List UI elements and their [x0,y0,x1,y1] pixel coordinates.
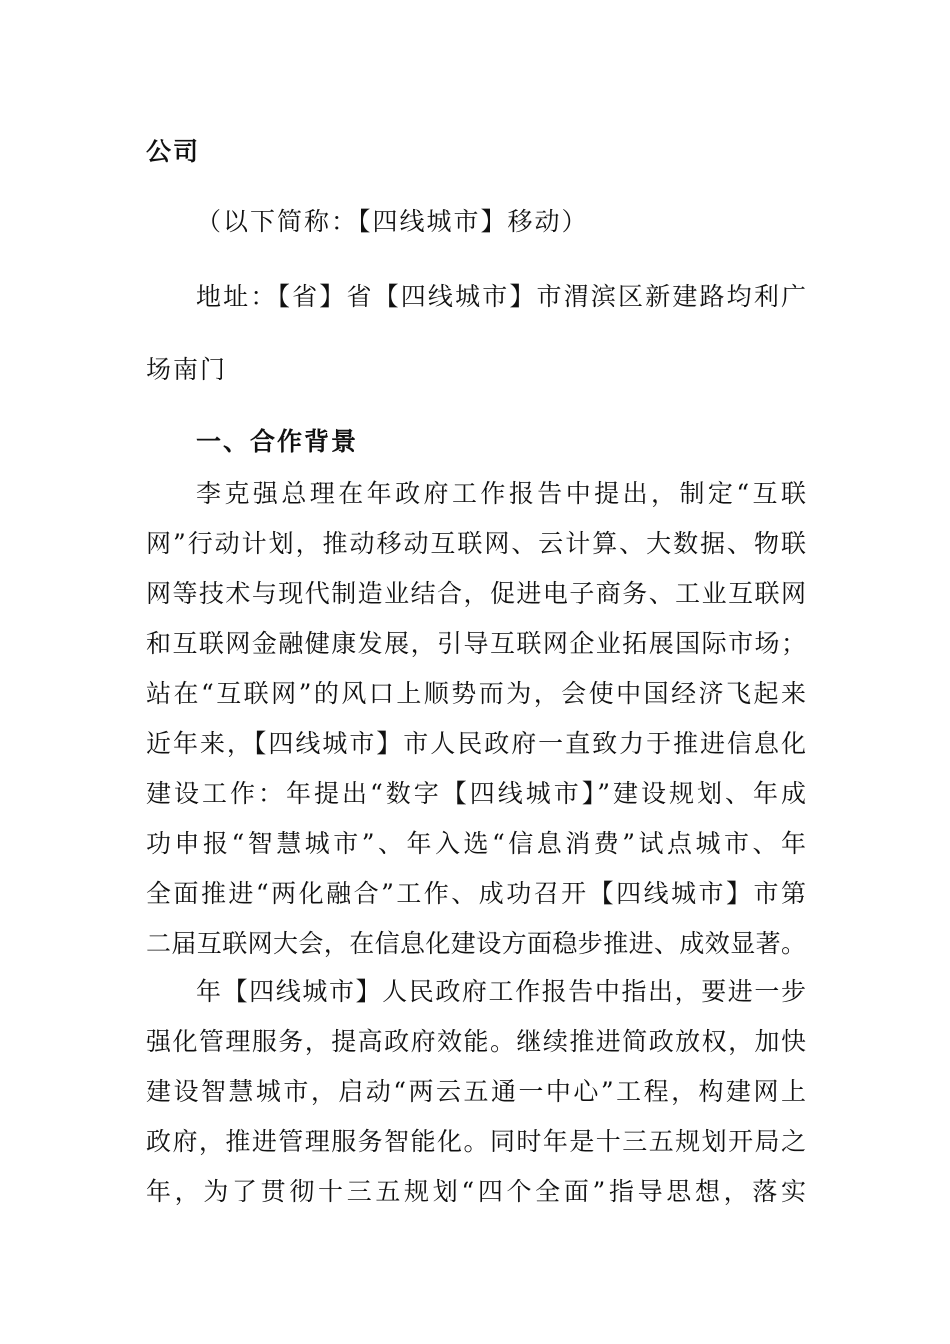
paragraph-line: 李克强总理在年政府工作报告中提出，制定“互联 [196,479,806,508]
paragraph-line: 全面推进“两化融合”工作、成功召开【四线城市】市第 [146,879,806,908]
paragraph-line: 强化管理服务，提高政府效能。继续推进简政放权，加快 [146,1027,806,1056]
header-fragment: 公司 [146,137,201,166]
paragraph-line: 站在“互联网”的风口上顺势而为，会使中国经济飞起来 [146,679,806,708]
address-line-2: 场南门 [146,355,228,384]
paragraph-line: 年，为了贯彻十三五规划“四个全面”指导思想，落实 [146,1177,806,1206]
paragraph-line: 年【四线城市】人民政府工作报告中指出，要进一步 [196,977,806,1006]
paragraph-line: 功申报“智慧城市”、年入选“信息消费”试点城市、年 [146,829,806,858]
paragraph-line: 二届互联网大会，在信息化建设方面稳步推进、成效显著。 [146,929,806,958]
paragraph-line: 建设工作：年提出“数字【四线城市】”建设规划、年成 [146,779,806,808]
paragraph-line: 和互联网金融健康发展，引导互联网企业拓展国际市场； [146,629,806,658]
paragraph-line: 网等技术与现代制造业结合，促进电子商务、工业互联网 [146,579,806,608]
paragraph-line: 网”行动计划，推动移动互联网、云计算、大数据、物联 [146,529,806,558]
alias-line: （以下简称：【四线城市】移动） [196,207,589,236]
paragraph-line: 政府，推进管理服务智能化。同时年是十三五规划开局之 [146,1127,806,1156]
section-heading: 一、合作背景 [196,427,359,456]
paragraph-line: 近年来，【四线城市】市人民政府一直致力于推进信息化 [146,729,806,758]
address-line-1: 地址：【省】省【四线城市】市渭滨区新建路均利广 [196,282,806,311]
paragraph-line: 建设智慧城市，启动“两云五通一中心”工程，构建网上 [146,1077,806,1106]
